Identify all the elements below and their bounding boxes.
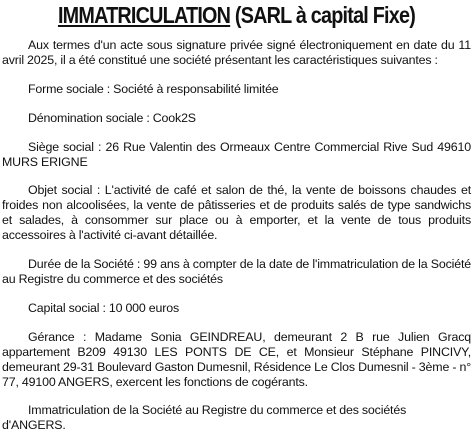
notice-title-rest: (SARL à capital Fixe) (230, 2, 416, 28)
notice-title-main: IMMATRICULATION (57, 2, 231, 28)
paragraph-preamble: Aux termes d'un acte sous signature privée signé électroniquement en date du 11 avril 2025, il a été constitué une société présentant les caractéristiques suivantes : (2, 38, 471, 67)
paragraph-corporate-purpose: Objet social : L'activité de café et salon de thé, la vente de boissons chaudes et froides non alcoolisées, la vente de pâtisseries et de produits salés de type sandwichs et salades, à consommer sur place ou à emporter, et la vente de tous produits accessoires à l'activité ci-avant détaillée. (2, 183, 471, 243)
paragraph-registration: Immatriculation de la Société au Registre du commerce et des sociétés d'ANGERS. (2, 403, 407, 433)
paragraph-management: Gérance : Madame Sonia GEINDREAU, demeurant 2 B rue Julien Gracq appartement B209 49130 LES PONTS DE CE, et Monsieur Stéphane PINCIVY, demeurant 29-31 Boulevard Gaston Dumesnil, Résidence Le Clos Dumesnil - 3ème - n° 77, 49100 ANGERS, exercent les fonctions de cogérants. (2, 329, 471, 389)
paragraph-registered-office: Siège social : 26 Rue Valentin des Ormeaux Centre Commercial Rive Sud 49610 MURS ERIGNE (2, 139, 471, 169)
paragraph-duration: Durée de la Société : 99 ans à compter de la date de l'immatriculation de la Société au Registre du commerce et des sociétés (2, 257, 471, 286)
paragraph-legal-form: Forme sociale : Société à responsabilité limitée (28, 81, 279, 96)
notice-title (35, 2, 438, 28)
paragraph-share-capital: Capital social : 10 000 euros (28, 300, 180, 315)
paragraph-company-name: Dénomination sociale : Cook2S (28, 110, 196, 125)
